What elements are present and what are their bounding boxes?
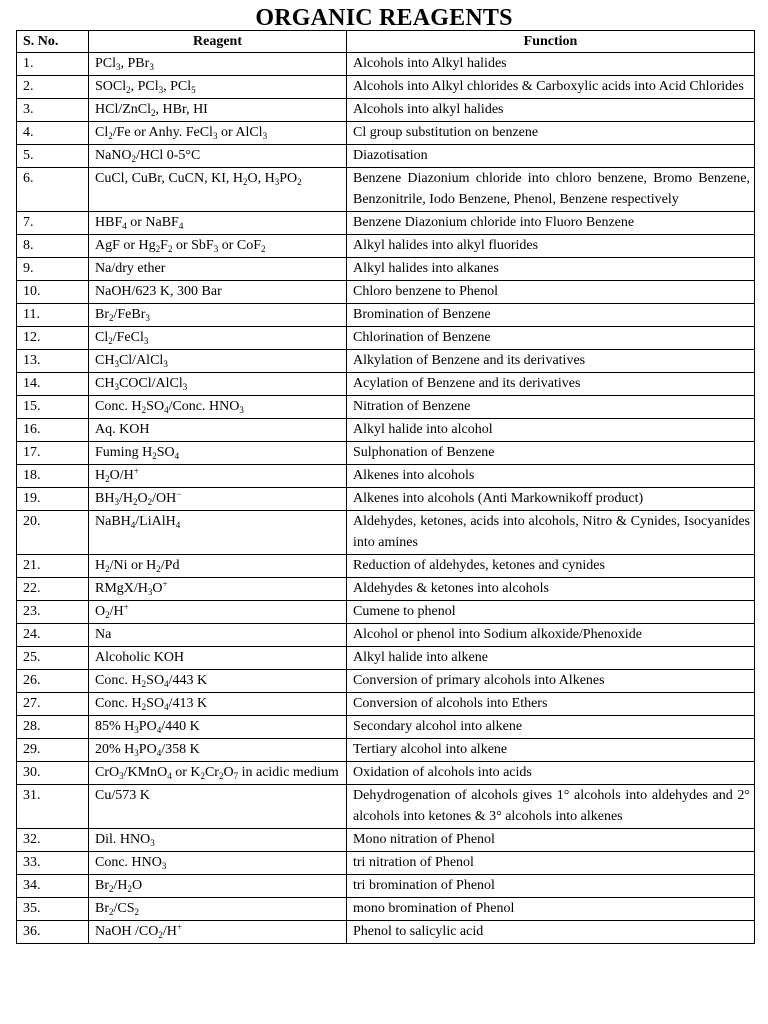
cell-reagent: CrO$_3$/KMnO$_4$ or $K_2Cr_2O_7$ in acidic medium (89, 762, 347, 785)
table-row (17, 373, 755, 396)
cell-sno: 24. (17, 624, 89, 647)
cell-reagent: $Cl_2/FeCl_3$ (89, 327, 347, 350)
table-row (17, 829, 755, 852)
cell-sno: 32. (17, 829, 89, 852)
cell-reagent: Fuming $H_2SO_4$ (89, 442, 347, 465)
cell-sno: 9. (17, 258, 89, 281)
cell-sno: 30. (17, 762, 89, 785)
cell-function: Alcohols into Alkyl halides (347, 53, 755, 76)
cell-function: Alkenes into alcohols (347, 465, 755, 488)
cell-function: Alcohols into alkyl halides (347, 99, 755, 122)
table-header-row (17, 31, 755, 53)
cell-sno: 34. (17, 875, 89, 898)
reagents-table (16, 30, 755, 944)
header-sno: S. No. (17, 31, 89, 53)
cell-function: Cumene to phenol (347, 601, 755, 624)
cell-sno: 2. (17, 76, 89, 99)
cell-function: Conversion of primary alcohols into Alkenes (347, 670, 755, 693)
cell-reagent: NaNO$_2$/HCl 0-5°C (89, 145, 347, 168)
table-row (17, 670, 755, 693)
table-row (17, 511, 755, 555)
cell-function: Chloro benzene to Phenol (347, 281, 755, 304)
cell-sno: 18. (17, 465, 89, 488)
cell-sno: 17. (17, 442, 89, 465)
cell-sno: 21. (17, 555, 89, 578)
cell-reagent: Conc. $H_2SO_4$/Conc. $HNO_3$ (89, 396, 347, 419)
cell-sno: 27. (17, 693, 89, 716)
cell-function: Alkylation of Benzene and its derivatives (347, 350, 755, 373)
table-row (17, 442, 755, 465)
cell-sno: 25. (17, 647, 89, 670)
table-body (17, 53, 755, 944)
cell-function: Alkenes into alcohols (Anti Markownikoff product) (347, 488, 755, 511)
table-row (17, 145, 755, 168)
cell-sno: 26. (17, 670, 89, 693)
cell-reagent: 20% $H_3PO_4/358$ K (89, 739, 347, 762)
cell-function: Chlorination of Benzene (347, 327, 755, 350)
cell-sno: 19. (17, 488, 89, 511)
cell-sno: 11. (17, 304, 89, 327)
cell-function: Diazotisation (347, 145, 755, 168)
cell-sno: 35. (17, 898, 89, 921)
cell-sno: 14. (17, 373, 89, 396)
cell-reagent: AgF or $Hg_2F_2$ or SbF$_3$ or CoF$_2$ (89, 235, 347, 258)
cell-function: Secondary alcohol into alkene (347, 716, 755, 739)
cell-reagent: Na (89, 624, 347, 647)
cell-sno: 12. (17, 327, 89, 350)
cell-sno: 20. (17, 511, 89, 555)
cell-reagent: $O_2/H^+$ (89, 601, 347, 624)
table-row (17, 739, 755, 762)
table-row (17, 396, 755, 419)
table-row (17, 281, 755, 304)
cell-reagent: NaOH/623 K, 300 Bar (89, 281, 347, 304)
table-row (17, 624, 755, 647)
cell-sno: 36. (17, 921, 89, 944)
cell-sno: 10. (17, 281, 89, 304)
cell-sno: 3. (17, 99, 89, 122)
cell-reagent: Conc. $HNO_3$ (89, 852, 347, 875)
table-row (17, 99, 755, 122)
table-row (17, 555, 755, 578)
table-row (17, 327, 755, 350)
cell-sno: 28. (17, 716, 89, 739)
cell-reagent: Aq. KOH (89, 419, 347, 442)
cell-reagent: Dil. $HNO_3$ (89, 829, 347, 852)
cell-sno: 6. (17, 168, 89, 212)
cell-reagent: HCl/ZnCl$_2$, HBr, HI (89, 99, 347, 122)
cell-sno: 33. (17, 852, 89, 875)
cell-sno: 8. (17, 235, 89, 258)
cell-function: Alcohols into Alkyl chlorides & Carboxylic acids into Acid Chlorides (347, 76, 755, 99)
cell-function: Mono nitration of Phenol (347, 829, 755, 852)
table-row (17, 76, 755, 99)
cell-function: tri nitration of Phenol (347, 852, 755, 875)
table-row (17, 168, 755, 212)
cell-sno: 29. (17, 739, 89, 762)
table-row (17, 488, 755, 511)
cell-reagent: $Br_2/FeBr_3$ (89, 304, 347, 327)
cell-reagent: Conc. $H_2SO_4/413$ K (89, 693, 347, 716)
cell-reagent: NaBH$_4$/LiAlH$_4$ (89, 511, 347, 555)
cell-reagent: Conc. $H_2SO_4/443$ K (89, 670, 347, 693)
cell-sno: 5. (17, 145, 89, 168)
cell-reagent: $H_2O/H^+$ (89, 465, 347, 488)
cell-function: mono bromination of Phenol (347, 898, 755, 921)
table-row (17, 122, 755, 145)
cell-function: Aldehydes & ketones into alcohols (347, 578, 755, 601)
header-reagent: Reagent (89, 31, 347, 53)
cell-reagent: 85% $H_3PO_4/440$ K (89, 716, 347, 739)
table-row (17, 235, 755, 258)
table-row (17, 693, 755, 716)
header-function: Function (347, 31, 755, 53)
table-row (17, 852, 755, 875)
cell-reagent: $HBF_4$ or NaBF$_4$ (89, 212, 347, 235)
cell-function: Alkyl halide into alkene (347, 647, 755, 670)
cell-function: Alcohol or phenol into Sodium alkoxide/Phenoxide (347, 624, 755, 647)
cell-sno: 15. (17, 396, 89, 419)
cell-function: Cl group substitution on benzene (347, 122, 755, 145)
table-row (17, 647, 755, 670)
cell-function: Dehydrogenation of alcohols gives 1° alcohols into aldehydes and 2° alcohols into ketones & 3° alcohols into alkenes (347, 785, 755, 829)
cell-function: Aldehydes, ketones, acids into alcohols, Nitro & Cynides, Isocyanides into amines (347, 511, 755, 555)
table-row (17, 304, 755, 327)
cell-reagent: $CH_3Cl/AlCl_3$ (89, 350, 347, 373)
cell-reagent: Cu/573 K (89, 785, 347, 829)
table-row (17, 785, 755, 829)
cell-reagent: NaOH $/CO_2/H^+$ (89, 921, 347, 944)
cell-function: Conversion of alcohols into Ethers (347, 693, 755, 716)
cell-function: Nitration of Benzene (347, 396, 755, 419)
cell-function: tri bromination of Phenol (347, 875, 755, 898)
cell-reagent: $H_2/Ni$ or $H_2/Pd$ (89, 555, 347, 578)
cell-sno: 31. (17, 785, 89, 829)
cell-reagent: Na/dry ether (89, 258, 347, 281)
table-row (17, 875, 755, 898)
table-row (17, 762, 755, 785)
cell-function: Alkyl halide into alcohol (347, 419, 755, 442)
table-row (17, 258, 755, 281)
cell-function: Bromination of Benzene (347, 304, 755, 327)
cell-function: Reduction of aldehydes, ketones and cynides (347, 555, 755, 578)
table-row (17, 921, 755, 944)
cell-reagent: CuCl, CuBr, CuCN, KI, $H_2O$, $H_3PO_2$ (89, 168, 347, 212)
cell-function: Benzene Diazonium chloride into chloro benzene, Bromo Benzene, Benzonitrile, Iodo Benzene, Phenol, Benzene respectively (347, 168, 755, 212)
cell-sno: 23. (17, 601, 89, 624)
cell-reagent: $Cl_2/Fe$ or Anhy. FeCl$_3$ or AlCl$_3$ (89, 122, 347, 145)
table-row (17, 419, 755, 442)
cell-function: Sulphonation of Benzene (347, 442, 755, 465)
cell-function: Alkyl halides into alkyl fluorides (347, 235, 755, 258)
cell-function: Benzene Diazonium chloride into Fluoro Benzene (347, 212, 755, 235)
table-row (17, 601, 755, 624)
table-row (17, 212, 755, 235)
cell-reagent: Alcoholic KOH (89, 647, 347, 670)
table-row (17, 716, 755, 739)
cell-function: Acylation of Benzene and its derivatives (347, 373, 755, 396)
cell-reagent: $Br_2/CS_2$ (89, 898, 347, 921)
cell-reagent: $CH_3COCl/AlCl_3$ (89, 373, 347, 396)
cell-function: Oxidation of alcohols into acids (347, 762, 755, 785)
cell-reagent: SOCl$_2$, PCl$_3$, PCl$_5$ (89, 76, 347, 99)
cell-function: Tertiary alcohol into alkene (347, 739, 755, 762)
cell-sno: 4. (17, 122, 89, 145)
table-row (17, 53, 755, 76)
cell-sno: 13. (17, 350, 89, 373)
table-row (17, 465, 755, 488)
cell-sno: 7. (17, 212, 89, 235)
table-row (17, 350, 755, 373)
cell-function: Phenol to salicylic acid (347, 921, 755, 944)
table-row (17, 578, 755, 601)
cell-reagent: $Br_2/H_2O$ (89, 875, 347, 898)
cell-sno: 16. (17, 419, 89, 442)
cell-reagent: PCl$_3$, PBr$_3$ (89, 53, 347, 76)
cell-function: Alkyl halides into alkanes (347, 258, 755, 281)
cell-reagent: $BH_3/H_2O_2/OH^-$ (89, 488, 347, 511)
cell-sno: 1. (17, 53, 89, 76)
page-title: ORGANIC REAGENTS (255, 5, 513, 31)
cell-sno: 22. (17, 578, 89, 601)
cell-reagent: RMgX/$H_3O^+$ (89, 578, 347, 601)
table-row (17, 898, 755, 921)
